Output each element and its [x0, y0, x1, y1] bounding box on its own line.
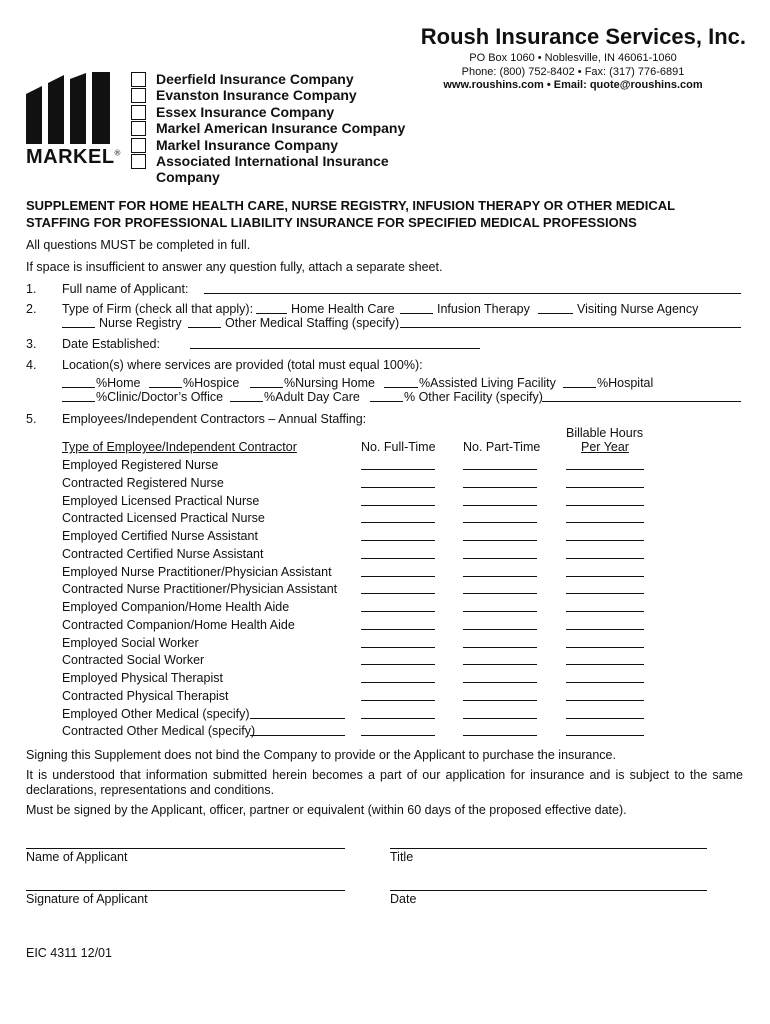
- applicant-name-field[interactable]: [204, 293, 741, 294]
- full-time-field[interactable]: [361, 700, 435, 701]
- billable-hours-field[interactable]: [566, 647, 644, 648]
- question-number: 5.: [26, 412, 37, 426]
- part-time-field[interactable]: [463, 487, 537, 488]
- firm-type-label: Type of Firm (check all that apply):: [62, 302, 254, 316]
- column-header-full-time: No. Full-Time: [361, 440, 436, 454]
- billable-hours-field[interactable]: [566, 718, 644, 719]
- company-row: [131, 87, 405, 103]
- binding-notice: Signing this Supplement does not bind the Company to provide or the Applicant to purchase the insurance.: [26, 748, 616, 762]
- location-hospital: %Hospital: [597, 376, 654, 390]
- company-row: [131, 104, 405, 120]
- option-other-medical-staffing: Other Medical Staffing (specify): [225, 316, 400, 330]
- billable-hours-field[interactable]: [566, 682, 644, 683]
- staffing-row-label: Employed Social Worker: [62, 635, 199, 650]
- signature-label: Signature of Applicant: [26, 892, 148, 906]
- company-row: [131, 71, 405, 87]
- assisted-living-percent-field[interactable]: [384, 387, 418, 388]
- part-time-field[interactable]: [463, 647, 537, 648]
- staffing-row-label: Contracted Physical Therapist: [62, 688, 229, 703]
- staffing-row-label: Employed Companion/Home Health Aide: [62, 600, 290, 614]
- staffing-specify-field[interactable]: [250, 735, 345, 736]
- full-time-field[interactable]: [361, 576, 435, 577]
- staffing-row-label: Contracted Nurse Practitioner/Physician Assistant: [62, 582, 338, 597]
- part-time-field[interactable]: [463, 611, 537, 612]
- signature-field[interactable]: [26, 890, 345, 891]
- location-assisted-living: %Assisted Living Facility: [419, 376, 556, 390]
- name-of-applicant-field[interactable]: [26, 848, 345, 849]
- location-nursing-home: %Nursing Home: [284, 376, 376, 390]
- date-label: Date: [390, 892, 417, 906]
- other-facility-percent-field[interactable]: [370, 401, 403, 402]
- staffing-row-label: Contracted Social Worker: [62, 653, 205, 668]
- title-field[interactable]: [390, 848, 707, 849]
- company-label: Associated International Insurance: [156, 152, 389, 169]
- staffing-row-label: Contracted Other Medical (specify): [62, 724, 256, 739]
- company-label: Markel Insurance Company: [156, 136, 339, 153]
- part-time-field[interactable]: [463, 664, 537, 665]
- full-time-field[interactable]: [361, 505, 435, 506]
- full-time-field[interactable]: [361, 647, 435, 648]
- full-time-field[interactable]: [361, 718, 435, 719]
- part-time-field[interactable]: [463, 576, 537, 577]
- company-checkbox[interactable]: [131, 154, 146, 169]
- full-time-field[interactable]: [361, 540, 435, 541]
- visiting-nurse-blank[interactable]: [538, 313, 573, 314]
- location-home: %Home: [96, 376, 141, 390]
- staffing-specify-field[interactable]: [250, 718, 345, 719]
- company-label: Markel American Insurance Company: [156, 120, 406, 137]
- location-clinic: %Clinic/Doctor’s Office: [96, 390, 224, 404]
- billable-hours-field[interactable]: [566, 611, 644, 612]
- staffing-label: Employees/Independent Contractors – Annual Staffing:: [62, 412, 367, 426]
- title-label: Title: [390, 850, 414, 864]
- company-row-continued: [131, 169, 405, 185]
- part-time-field[interactable]: [463, 558, 537, 559]
- staffing-row-label: Contracted Companion/Home Health Aide: [62, 617, 295, 632]
- part-time-field[interactable]: [463, 735, 537, 736]
- form-title: SUPPLEMENT FOR HOME HEALTH CARE, NURSE REGISTRY, INFUSION THERAPY OR OTHER MEDICAL STAFFING FOR PROFESSIONAL LIABILITY INSURANCE FOR SPECIFIED MEDICAL PROFESSIONS: [26, 198, 676, 230]
- billable-hours-field[interactable]: [566, 576, 644, 577]
- markel-logo-text: MARKEL®: [26, 146, 121, 168]
- company-checklist: [131, 71, 405, 186]
- instruction-space: If space is insufficient to answer any question fully, attach a separate sheet.: [26, 260, 443, 274]
- company-checkbox[interactable]: [131, 121, 146, 136]
- form-code: EIC 4311 12/01: [26, 946, 112, 960]
- other-staffing-specify-field[interactable]: [400, 327, 741, 328]
- billable-hours-field[interactable]: [566, 700, 644, 701]
- column-header-type: Type of Employee/Independent Contractor: [62, 440, 297, 454]
- part-time-field[interactable]: [463, 593, 537, 594]
- hospital-percent-field[interactable]: [563, 387, 596, 388]
- company-checkbox[interactable]: [131, 138, 146, 153]
- column-header-per-year: Per Year: [581, 440, 629, 454]
- staffing-row-label: Contracted Certified Nurse Assistant: [62, 546, 264, 561]
- part-time-field[interactable]: [463, 700, 537, 701]
- billable-hours-field[interactable]: [566, 629, 644, 630]
- agency-web: www.roushins.com • Email: quote@roushins.com: [443, 79, 703, 91]
- clinic-percent-field[interactable]: [62, 401, 95, 402]
- billable-hours-field[interactable]: [566, 522, 644, 523]
- billable-hours-field[interactable]: [566, 469, 644, 470]
- option-infusion-therapy: Infusion Therapy: [437, 302, 530, 316]
- agency-phone: Phone: (800) 752-8402 • Fax: (317) 776-6891: [461, 65, 685, 78]
- question-number: 3.: [26, 337, 37, 351]
- date-established-field[interactable]: [190, 348, 480, 349]
- billable-hours-field[interactable]: [566, 664, 644, 665]
- staffing-row-label: Employed Certified Nurse Assistant: [62, 529, 258, 543]
- other-staffing-blank[interactable]: [188, 327, 221, 328]
- staffing-row-label: Employed Licensed Practical Nurse: [62, 493, 260, 508]
- full-time-field[interactable]: [361, 487, 435, 488]
- company-label: Evanston Insurance Company: [156, 87, 357, 104]
- billable-hours-field[interactable]: [566, 540, 644, 541]
- company-checkbox[interactable]: [131, 105, 146, 120]
- billable-hours-field[interactable]: [566, 558, 644, 559]
- part-time-field[interactable]: [463, 505, 537, 506]
- staffing-row-label: Contracted Registered Nurse: [62, 475, 224, 490]
- full-time-field[interactable]: [361, 735, 435, 736]
- full-time-field[interactable]: [361, 682, 435, 683]
- company-row: [131, 137, 405, 153]
- location-adult-day-care: %Adult Day Care: [264, 390, 360, 404]
- part-time-field[interactable]: [463, 522, 537, 523]
- location-hospice: %Hospice: [183, 376, 240, 390]
- column-header-billable-hours: Billable Hours: [566, 426, 644, 440]
- company-label: Company: [156, 169, 220, 186]
- part-time-field[interactable]: [463, 718, 537, 719]
- staffing-row-label: Employed Physical Therapist: [62, 671, 223, 685]
- location-other-facility: % Other Facility (specify): [404, 390, 543, 404]
- billable-hours-field[interactable]: [566, 735, 644, 736]
- question-number: 4.: [26, 358, 37, 372]
- option-home-health-care: Home Health Care: [291, 302, 395, 316]
- adult-day-care-percent-field[interactable]: [230, 401, 263, 402]
- option-visiting-nurse-agency: Visiting Nurse Agency: [577, 302, 699, 316]
- nursing-home-percent-field[interactable]: [250, 387, 283, 388]
- infusion-therapy-blank[interactable]: [400, 313, 433, 314]
- company-label: Essex Insurance Company: [156, 103, 335, 120]
- billable-hours-field[interactable]: [566, 593, 644, 594]
- agency-contact: [400, 52, 746, 93]
- full-time-field[interactable]: [361, 469, 435, 470]
- signing-requirement: Must be signed by the Applicant, officer, partner or equivalent (within 60 days of the proposed effective date).: [26, 803, 627, 817]
- staffing-row-label: Employed Registered Nurse: [62, 458, 219, 472]
- billable-hours-field[interactable]: [566, 487, 644, 488]
- name-of-applicant-label: Name of Applicant: [26, 850, 128, 864]
- locations-label: Location(s) where services are provided (total must equal 100%):: [62, 358, 423, 372]
- company-checkbox[interactable]: [131, 72, 146, 87]
- instruction-complete: All questions MUST be completed in full.: [26, 238, 251, 252]
- nurse-registry-blank[interactable]: [62, 327, 95, 328]
- declarations-notice: It is understood that information submitted herein becomes a part of our application for insurance and is subject to the same declarations, representations and conditions.: [26, 768, 743, 797]
- agency-name: Roush Insurance Services, Inc.: [420, 24, 746, 49]
- agency-address: PO Box 1060 • Noblesville, IN 46061-1060: [469, 52, 677, 64]
- column-header-part-time: No. Part-Time: [463, 440, 541, 454]
- full-time-field[interactable]: [361, 629, 435, 630]
- markel-logo-bars: [26, 72, 110, 144]
- option-nurse-registry: Nurse Registry: [99, 316, 182, 330]
- part-time-field[interactable]: [463, 629, 537, 630]
- home-percent-field[interactable]: [62, 387, 95, 388]
- billable-hours-field[interactable]: [566, 505, 644, 506]
- part-time-field[interactable]: [463, 540, 537, 541]
- company-row: [131, 120, 405, 136]
- full-time-field[interactable]: [361, 593, 435, 594]
- full-time-field[interactable]: [361, 664, 435, 665]
- staffing-row-label: Employed Nurse Practitioner/Physician Assistant: [62, 564, 332, 579]
- question-number: 1.: [26, 282, 37, 296]
- company-checkbox[interactable]: [131, 88, 146, 103]
- full-time-field[interactable]: [361, 558, 435, 559]
- staffing-row-label: Contracted Licensed Practical Nurse: [62, 511, 265, 526]
- date-field[interactable]: [390, 890, 707, 891]
- question-number: 2.: [26, 302, 37, 316]
- staffing-row-label: Employed Other Medical (specify): [62, 706, 250, 721]
- company-label: Deerfield Insurance Company: [156, 71, 354, 87]
- full-time-field[interactable]: [361, 522, 435, 523]
- home-health-care-blank[interactable]: [256, 313, 287, 314]
- company-row: [131, 153, 405, 169]
- other-facility-specify-field[interactable]: [542, 401, 741, 402]
- hospice-percent-field[interactable]: [149, 387, 182, 388]
- part-time-field[interactable]: [463, 469, 537, 470]
- date-established-label: Date Established:: [62, 337, 160, 351]
- part-time-field[interactable]: [463, 682, 537, 683]
- full-time-field[interactable]: [361, 611, 435, 612]
- applicant-name-label: Full name of Applicant:: [62, 282, 189, 296]
